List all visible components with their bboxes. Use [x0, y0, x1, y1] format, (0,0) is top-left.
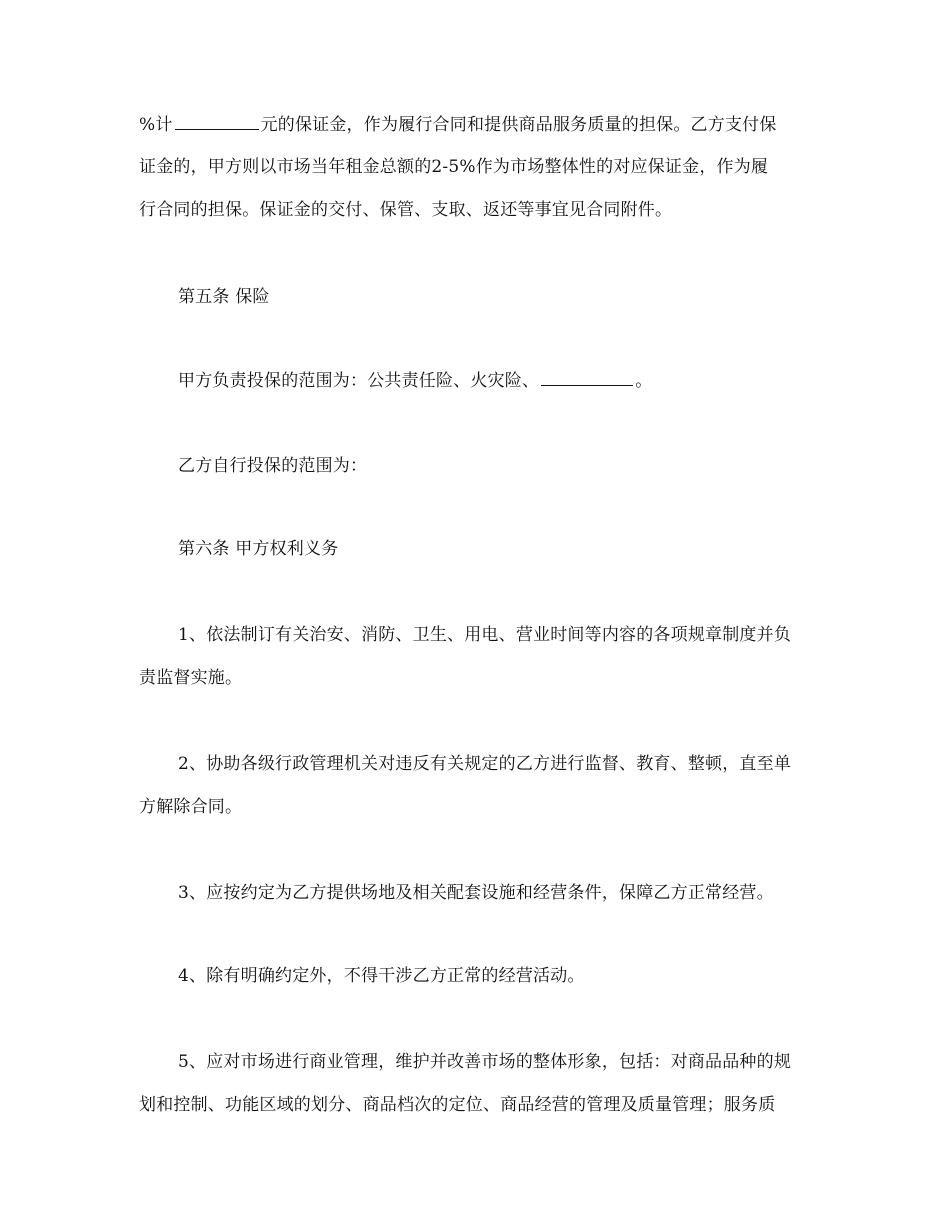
list-item-line: 方解除合同。: [139, 797, 243, 817]
list-item-line: 4、除有明确约定外，不得干涉乙方正常的经营活动。: [178, 966, 585, 986]
list-item-line: 责监督实施。: [139, 668, 243, 688]
article-heading: 第六条 甲方权利义务: [178, 539, 339, 559]
article-heading: 第五条 保险: [178, 287, 270, 307]
paragraph-line: [178, 369, 858, 392]
fill-in-blank: [175, 113, 259, 130]
list-item-line: 1、依法制订有关治安、消防、卫生、用电、营业时间等内容的各项规章制度并负: [178, 625, 792, 645]
text-fragment: %计: [139, 115, 173, 135]
list-item-line: 2、协助各级行政管理机关对违反有关规定的乙方进行监督、教育、整顿，直至单: [178, 754, 792, 774]
paragraph-line: [139, 113, 819, 136]
list-item-line: 3、应按约定为乙方提供场地及相关配套设施和经营条件，保障乙方正常经营。: [178, 883, 774, 903]
list-item-line: 划和控制、功能区域的划分、商品档次的定位、商品经营的管理及质量管理；服务质: [139, 1095, 776, 1115]
text-fragment: 。: [635, 371, 653, 391]
paragraph-line: 乙方自行投保的范围为：: [178, 456, 368, 476]
fill-in-blank: [541, 369, 633, 386]
list-item-line: 5、应对市场进行商业管理，维护并改善市场的整体形象，包括：对商品品种的规: [178, 1052, 792, 1072]
text-fragment: 甲方负责投保的范围为：公共责任险、火灾险、: [178, 371, 540, 391]
text-fragment: 元的保证金，作为履行合同和提供商品服务质量的担保。乙方支付保: [260, 115, 777, 135]
paragraph-line: 行合同的担保。保证金的交付、保管、支取、返还等事宜见合同附件。: [139, 200, 673, 220]
paragraph-line: 证金的，甲方则以市场当年租金总额的2-5%作为市场整体性的对应保证金，作为履: [139, 157, 769, 177]
